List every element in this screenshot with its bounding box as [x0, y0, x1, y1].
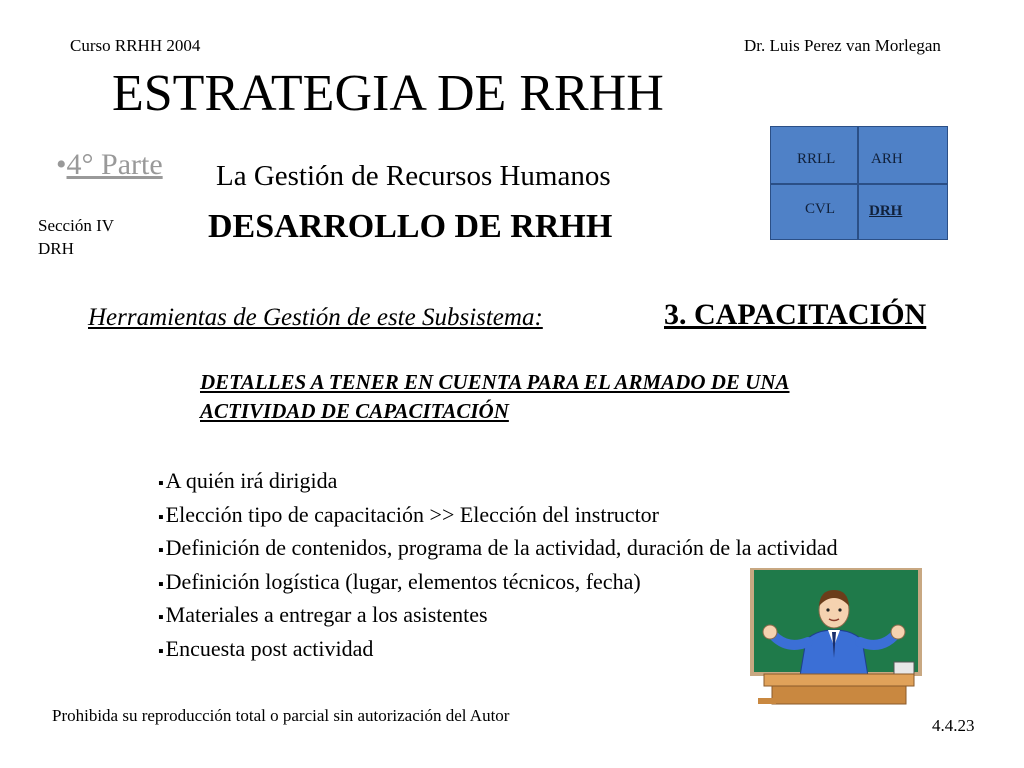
subsystem-grid — [770, 126, 948, 240]
details-list — [158, 466, 838, 667]
list-item: ▪ Elección tipo de capacitación >> Elección del instructor — [158, 500, 838, 534]
subtitle: La Gestión de Recursos Humanos — [216, 160, 611, 192]
author-label: Dr. Luis Perez van Morlegan — [744, 36, 941, 55]
teacher-right-hand — [891, 625, 905, 639]
details-heading: DETALLES A TENER EN CUENTA PARA EL ARMADO DE UNA ACTIVIDAD DE CAPACITACIÓN — [200, 370, 790, 423]
desk-base — [758, 698, 776, 704]
list-item: ▪ Encuesta post actividad — [158, 634, 838, 668]
list-item: ▪ Definición logística (lugar, elementos técnicos, fecha) — [158, 567, 838, 601]
part-bullet: • — [56, 148, 67, 181]
section-code: DRH — [38, 239, 74, 258]
desk-top — [764, 674, 914, 686]
teacher-illustration — [744, 566, 926, 706]
grid-cell-rrll: RRLL — [797, 151, 836, 167]
part-label-text: 4° Parte — [66, 148, 163, 181]
list-item: ▪ A quién irá dirigida — [158, 466, 838, 500]
page-title: ESTRATEGIA DE RRHH — [112, 65, 664, 122]
section-heading: DESARROLLO DE RRHH — [208, 208, 613, 245]
teacher-eye-left — [826, 608, 829, 611]
teacher-left-hand — [763, 625, 777, 639]
grid-cell-drh: DRH — [869, 203, 903, 219]
book-icon — [894, 662, 914, 674]
section-label — [38, 214, 114, 260]
desk-front — [772, 686, 906, 704]
tools-label: Herramientas de Gestión de este Subsistema: — [88, 304, 543, 331]
grid-divider-horizontal — [771, 183, 947, 185]
teacher-eye-right — [838, 608, 841, 611]
list-item: ▪ Definición de contenidos, programa de la actividad, duración de la actividad — [158, 533, 838, 567]
list-item: ▪ Materiales a entregar a los asistentes — [158, 600, 838, 634]
section-number: Sección IV — [38, 216, 115, 235]
page-number: 4.4.23 — [932, 716, 975, 735]
grid-cell-cvl: CVL — [805, 201, 835, 217]
topic-heading: 3. CAPACITACIÓN — [664, 298, 927, 331]
grid-cell-arh: ARH — [871, 151, 903, 167]
part-label — [56, 148, 163, 182]
footer-notice: Prohibida su reproducción total o parcial sin autorización del Autor — [52, 706, 510, 725]
course-label: Curso RRHH 2004 — [70, 36, 201, 55]
